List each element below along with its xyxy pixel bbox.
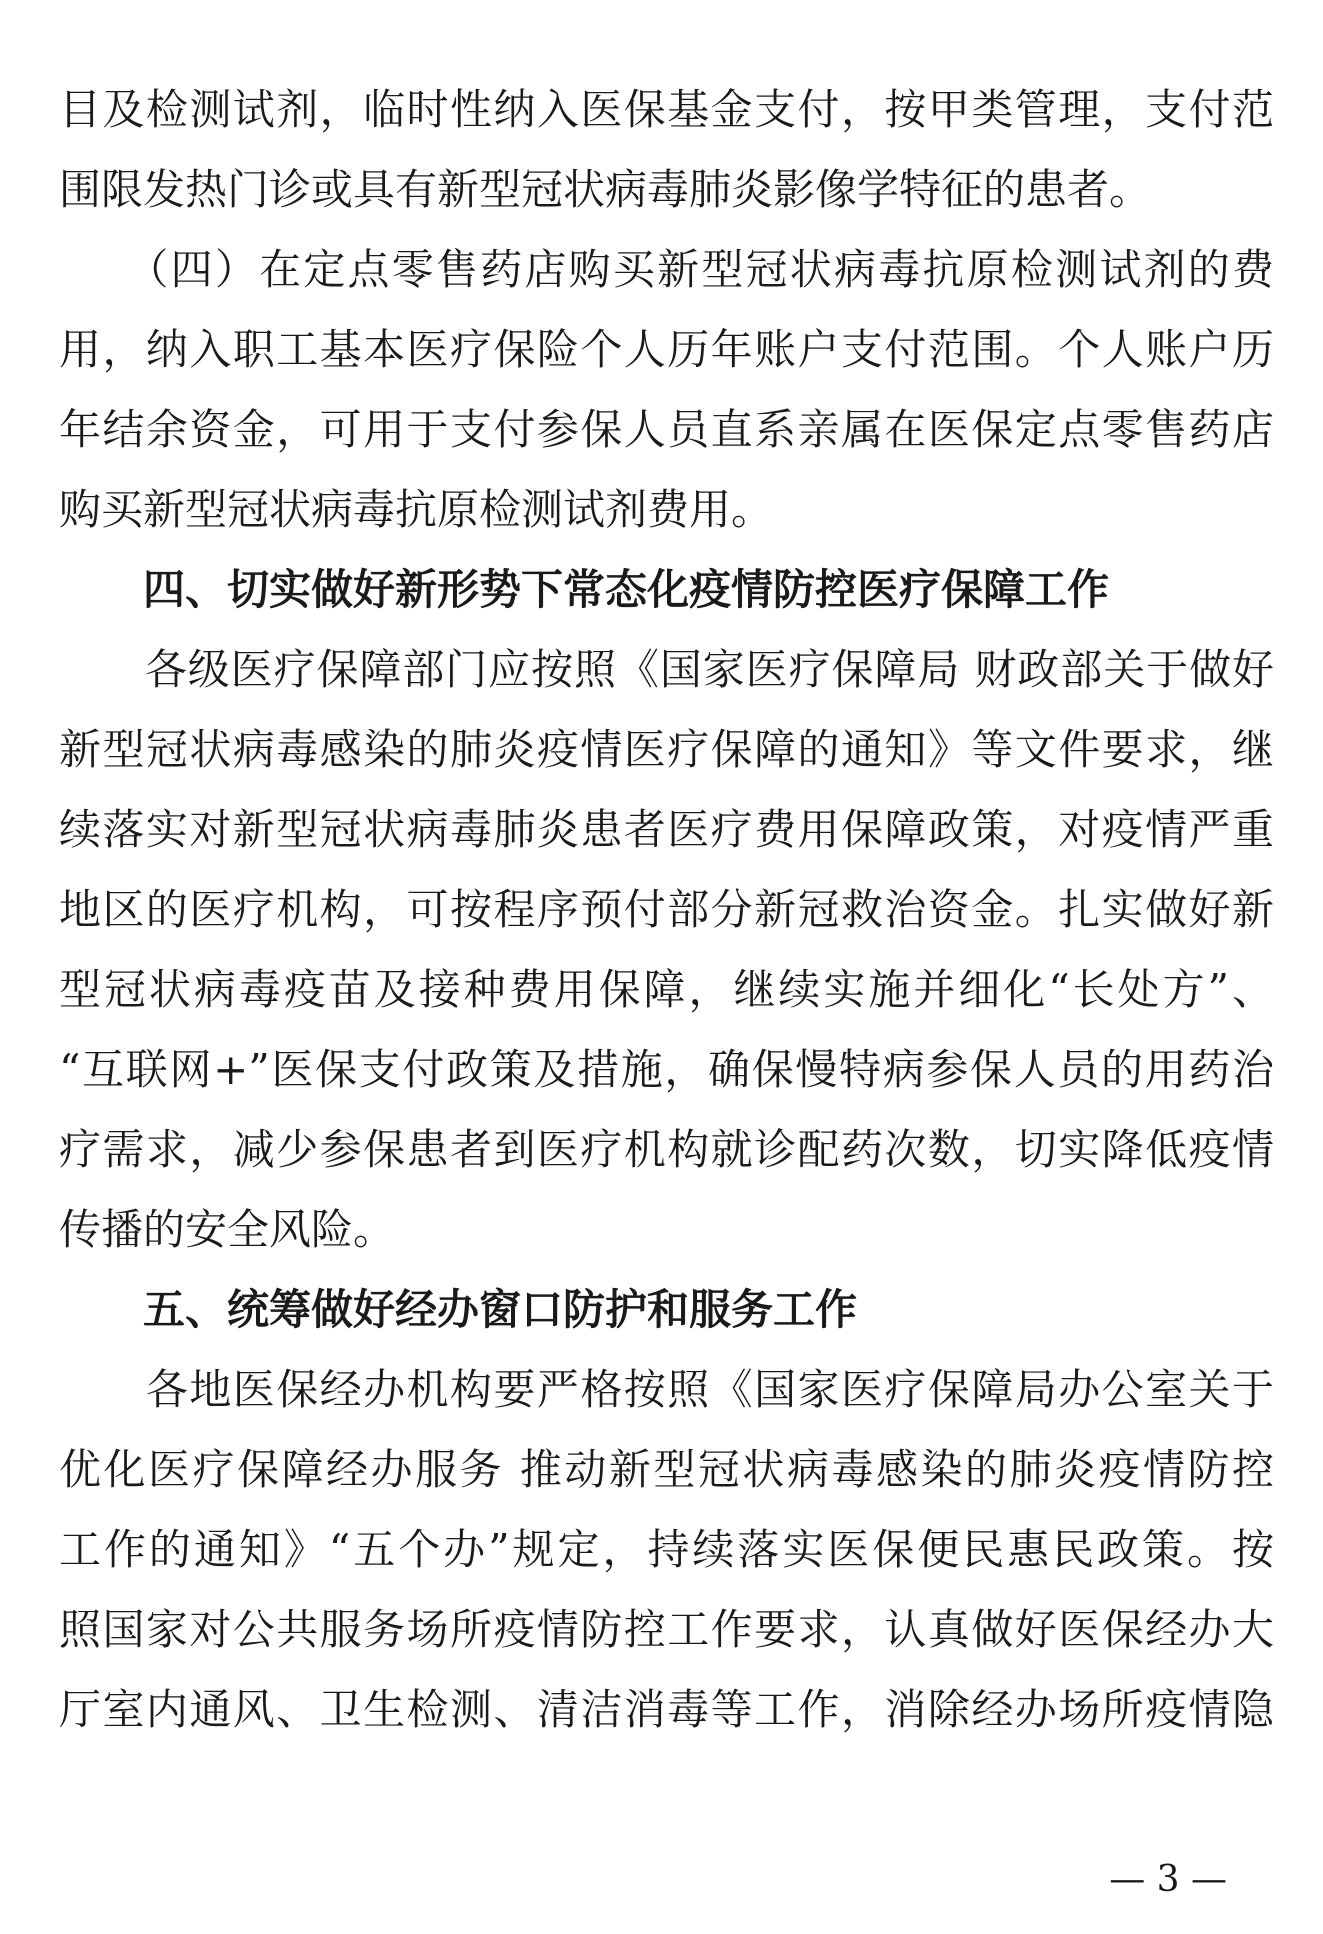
text-line: 各级医疗保障部门应按照《国家医疗保障局 财政部关于做好 [59, 645, 1274, 694]
text-line: 目及检测试剂，临时性纳入医保基金支付，按甲类管理，支付范 [59, 85, 1274, 134]
text-line: 续落实对新型冠状病毒肺炎患者医疗费用保障政策，对疫情严重 [59, 805, 1274, 854]
text-line: 围限发热门诊或具有新型冠状病毒肺炎影像学特征的患者。 [59, 165, 1152, 214]
text-line: 疗需求，减少参保患者到医疗机构就诊配药次数，切实降低疫情 [59, 1125, 1274, 1174]
text-line: 传播的安全风险。 [59, 1205, 396, 1254]
text-line: 新型冠状病毒感染的肺炎疫情医疗保障的通知》等文件要求，继 [59, 725, 1274, 774]
text-line: 年结余资金，可用于支付参保人员直系亲属在医保定点零售药店 [59, 405, 1274, 454]
text-line: 各地医保经办机构要严格按照《国家医疗保障局办公室关于 [59, 1365, 1274, 1414]
text-line: 照国家对公共服务场所疫情防控工作要求，认真做好医保经办大 [59, 1605, 1274, 1654]
section-heading: 五、统筹做好经办窗口防护和服务工作 [143, 1285, 858, 1334]
section-heading: 四、切实做好新形势下常态化疫情防控医疗保障工作 [143, 565, 1110, 614]
text-line: 用，纳入职工基本医疗保险个人历年账户支付范围。个人账户历 [59, 325, 1274, 374]
text-line: “互联网+”医保支付政策及措施，确保慢特病参保人员的用药治 [59, 1045, 1274, 1094]
text-line: 厅室内通风、卫生检测、清洁消毒等工作，消除经办场所疫情隐 [59, 1685, 1274, 1734]
text-line: 工作的通知》“五个办”规定，持续落实医保便民惠民政策。按 [59, 1525, 1274, 1574]
text-line: 优化医疗保障经办服务 推动新型冠状病毒感染的肺炎疫情防控 [59, 1445, 1274, 1494]
document-body [59, 70, 1274, 1750]
text-line: （四）在定点零售药店购买新型冠状病毒抗原检测试剂的费 [59, 245, 1274, 294]
page-number: — 3 — [1109, 1859, 1227, 1900]
text-line: 型冠状病毒疫苗及接种费用保障，继续实施并细化“长处方”、 [59, 965, 1274, 1014]
text-line: 地区的医疗机构，可按程序预付部分新冠救治资金。扎实做好新 [59, 885, 1274, 934]
text-line: 购买新型冠状病毒抗原检测试剂费用。 [59, 485, 774, 534]
